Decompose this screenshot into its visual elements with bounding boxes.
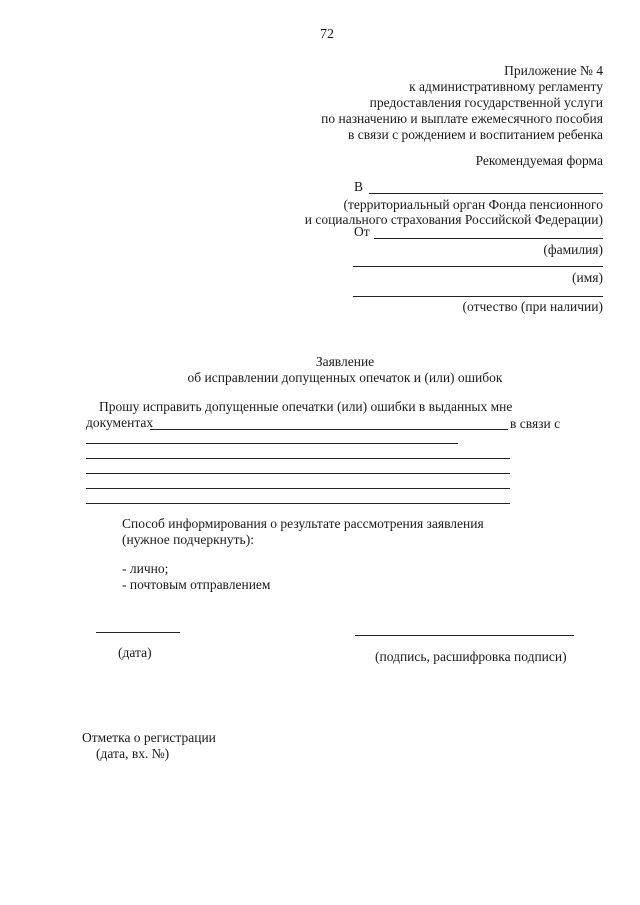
documents-line[interactable]: [150, 429, 508, 430]
reason-line[interactable]: [86, 488, 510, 489]
form-note: Рекомендуемая форма: [475, 153, 603, 168]
appendix-line: по назначению и выплате ежемесячного пособия: [321, 111, 603, 126]
reason-line[interactable]: [86, 473, 510, 474]
reason-line[interactable]: [86, 443, 458, 444]
appendix-number: Приложение № 4: [504, 63, 603, 78]
name-line[interactable]: [353, 266, 603, 267]
to-caption: (территориальный орган Фонда пенсионного: [343, 197, 603, 212]
surname-line[interactable]: [374, 238, 603, 239]
signature-caption: (подпись, расшифровка подписи): [375, 649, 567, 664]
to-label: В: [354, 179, 364, 194]
option-in-person[interactable]: - лично;: [122, 561, 169, 576]
to-caption: и социального страхования Российской Федерации): [304, 212, 603, 227]
appendix-line: в связи с рождением и воспитанием ребенка: [348, 127, 603, 142]
patronymic-line[interactable]: [353, 296, 603, 297]
registration-label: Отметка о регистрации: [82, 730, 216, 745]
date-line[interactable]: [96, 632, 180, 633]
appendix-line: предоставления государственной услуги: [369, 95, 603, 110]
signature-line[interactable]: [355, 635, 574, 636]
document-title: Заявление: [315, 354, 375, 369]
name-caption: (имя): [572, 270, 603, 285]
notification-text: Способ информирования о результате рассмотрения заявления: [122, 516, 484, 531]
surname-caption: (фамилия): [543, 242, 603, 257]
option-by-mail[interactable]: - почтовым отправлением: [122, 577, 271, 592]
reason-line[interactable]: [86, 458, 510, 459]
documents-label: документах: [86, 415, 154, 430]
date-caption: (дата): [118, 645, 152, 660]
registration-caption: (дата, вх. №): [96, 746, 170, 761]
page-number: 72: [320, 27, 334, 42]
appendix-line: к административному регламенту: [409, 79, 603, 94]
patronymic-caption: (отчество (при наличии): [462, 299, 603, 314]
to-line[interactable]: [369, 193, 603, 194]
from-label: От: [354, 224, 370, 239]
request-text: Прошу исправить допущенные опечатки (или) ошибки в выданных мне: [99, 399, 513, 414]
notification-hint: (нужное подчеркнуть):: [122, 532, 254, 547]
reason-label: в связи с: [510, 416, 561, 431]
reason-line[interactable]: [86, 503, 510, 504]
document-subtitle: об исправлении допущенных опечаток и (или) ошибок: [187, 370, 503, 385]
